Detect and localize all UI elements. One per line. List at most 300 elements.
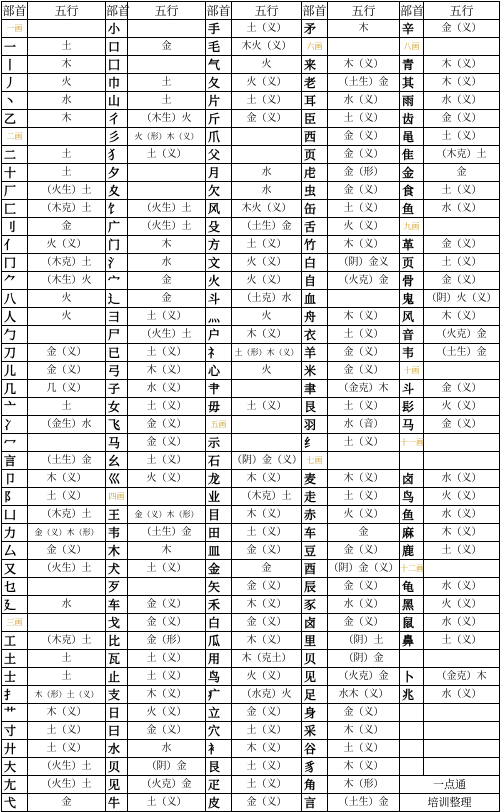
- radical-cell: 廴: [2, 596, 28, 614]
- element-cell: [232, 380, 302, 398]
- radical-cell: 臣: [302, 110, 328, 128]
- table-row: [2, 596, 500, 614]
- element-cell: 水（义）: [328, 596, 400, 614]
- element-cell: 水: [232, 182, 302, 200]
- table-row: [2, 110, 500, 128]
- element-cell: 金（义）: [328, 578, 400, 596]
- element-cell: （金克）木: [328, 380, 400, 398]
- element-cell: （火生）土: [128, 218, 206, 236]
- radical-cell: 欠: [206, 182, 232, 200]
- radical-cell: 金: [400, 164, 424, 182]
- element-cell: 土（义）: [128, 146, 206, 164]
- table-row: [2, 254, 500, 272]
- radical-cell: 风: [206, 200, 232, 218]
- radical-cell: 立: [206, 704, 232, 722]
- element-cell: 木（义）: [128, 362, 206, 380]
- element-cell: 金（义）: [424, 416, 500, 434]
- radical-cell: 兆: [400, 686, 424, 704]
- radical-cell: 辛: [400, 20, 424, 38]
- radical-cell: 彡: [106, 128, 128, 146]
- table-row: [2, 272, 500, 290]
- radical-cell: 十: [2, 164, 28, 182]
- radical-cell: 瓦: [106, 650, 128, 668]
- element-cell: （木生）火: [128, 110, 206, 128]
- radical-cell: 车: [302, 524, 328, 542]
- radical-cell: 韦: [106, 524, 128, 542]
- element-cell: 土（义）: [328, 488, 400, 506]
- radical-cell: 月: [206, 164, 232, 182]
- element-cell: （阴）土: [328, 632, 400, 650]
- element-cell: 金（义）: [28, 542, 106, 560]
- element-cell: （木克）土: [28, 506, 106, 524]
- element-cell: 水（音）: [328, 416, 400, 434]
- element-cell: 木（形）土（义）: [28, 686, 106, 704]
- radical-cell: 龙: [206, 470, 232, 488]
- element-cell: 土（义）: [128, 650, 206, 668]
- element-cell: 木: [128, 236, 206, 254]
- radical-cell: 里: [302, 632, 328, 650]
- radical-cell: 角: [302, 776, 328, 794]
- radical-cell: 牛: [106, 794, 128, 812]
- radical-cell: 火: [206, 272, 232, 290]
- element-cell: 金（义）: [232, 794, 302, 812]
- radical-cell: 石: [206, 452, 232, 470]
- element-cell: 金（义）: [328, 614, 400, 632]
- element-cell: [28, 20, 106, 38]
- table-row: [2, 632, 500, 650]
- table-row: [2, 164, 500, 182]
- element-cell: （阴）金: [128, 758, 206, 776]
- element-cell: 火（义）: [128, 470, 206, 488]
- element-cell: 木（义）: [28, 470, 106, 488]
- table-row: [2, 362, 500, 380]
- element-cell: 土（义）: [328, 200, 400, 218]
- element-cell: 木（义）: [328, 722, 400, 740]
- element-cell: （火生）土: [128, 200, 206, 218]
- stroke-count-label: 九画: [400, 218, 424, 236]
- radical-cell: 乜: [2, 578, 28, 596]
- radical-cell: 衣: [302, 326, 328, 344]
- header-radical: 部首: [2, 3, 27, 18]
- element-cell: [424, 722, 500, 740]
- radical-cell: 艮: [302, 398, 328, 416]
- radical-cell: 老: [302, 74, 328, 92]
- radical-cell: [400, 452, 424, 470]
- element-cell: 火（义）: [328, 218, 400, 236]
- element-cell: 金（义）: [232, 614, 302, 632]
- element-cell: 土: [28, 398, 106, 416]
- table-row: [2, 290, 500, 308]
- element-cell: （阴）金（义）: [328, 560, 400, 578]
- radical-cell: 尸: [106, 326, 128, 344]
- element-cell: （木生）火: [28, 272, 106, 290]
- element-cell: 金（义）: [328, 362, 400, 380]
- radical-cell: 殳: [206, 218, 232, 236]
- radical-cell: 马: [400, 416, 424, 434]
- element-cell: （火生）土: [28, 758, 106, 776]
- table-row: [2, 416, 500, 434]
- element-cell: 土: [28, 146, 106, 164]
- element-cell: （木克）土: [28, 254, 106, 272]
- element-cell: 木（义）: [424, 308, 500, 326]
- radical-cell: 麦: [302, 470, 328, 488]
- radical-cell: 宀: [106, 272, 128, 290]
- radical-cell: 米: [302, 362, 328, 380]
- table-row: [2, 740, 500, 758]
- radical-cell: 手: [206, 20, 232, 38]
- element-cell: 木（义）: [328, 56, 400, 74]
- stroke-count-label: 二画: [2, 128, 28, 146]
- radical-cell: 韦: [400, 344, 424, 362]
- table-row: [2, 668, 500, 686]
- element-cell: 木: [328, 20, 400, 38]
- element-cell: [328, 38, 400, 56]
- radical-cell: 鱼: [400, 506, 424, 524]
- radical-cell: 尢: [2, 776, 28, 794]
- element-cell: （火生）土: [28, 182, 106, 200]
- element-cell: 水（义）: [424, 614, 500, 632]
- element-cell: 木（义）: [328, 470, 400, 488]
- element-cell: 金: [28, 794, 106, 812]
- radical-cell: 囗: [106, 56, 128, 74]
- radical-cell: 女: [106, 398, 128, 416]
- element-cell: 火（形）木（义）: [128, 128, 206, 146]
- radical-cell: 豕: [302, 596, 328, 614]
- radical-cell: 羊: [302, 344, 328, 362]
- element-cell: （阴）金义: [328, 254, 400, 272]
- radical-cell: 土: [2, 650, 28, 668]
- radical-cell: 冖: [2, 434, 28, 452]
- radical-cell: 斗: [206, 290, 232, 308]
- stroke-count-label: 五画: [206, 416, 232, 434]
- radical-cell: 疒: [206, 686, 232, 704]
- radical-cell: 幺: [106, 452, 128, 470]
- table-row: [2, 470, 500, 488]
- element-cell: [328, 290, 400, 308]
- element-cell: 金（义）: [232, 542, 302, 560]
- stroke-count-label: 三画: [2, 614, 28, 632]
- table-row: [2, 182, 500, 200]
- header-element: 五行: [424, 2, 500, 20]
- radical-cell: 车: [106, 596, 128, 614]
- element-cell: 木: [28, 110, 106, 128]
- element-cell: 土（义）: [424, 254, 500, 272]
- element-cell: 金（义）: [28, 362, 106, 380]
- radical-cell: [400, 740, 424, 758]
- radical-cell: 示: [206, 434, 232, 452]
- radical-cell: 刂: [2, 218, 28, 236]
- element-cell: 金（义）: [28, 344, 106, 362]
- radical-cell: 革: [400, 236, 424, 254]
- radical-cell: 灬: [206, 308, 232, 326]
- header-radical: 部首: [106, 3, 131, 18]
- element-cell: （火克）金: [128, 776, 206, 794]
- radical-cell: 八: [2, 290, 28, 308]
- element-cell: 金（义）: [328, 344, 400, 362]
- element-cell: 火: [232, 308, 302, 326]
- radical-cell: 舌: [302, 218, 328, 236]
- radical-cell: 禾: [206, 596, 232, 614]
- radical-cell: 鬼: [400, 290, 424, 308]
- radical-cell: 纟: [302, 434, 328, 452]
- radical-cell: 肀: [206, 380, 232, 398]
- radical-cell: 气: [206, 56, 232, 74]
- element-cell: 木（义）: [232, 632, 302, 650]
- radical-cell: 飞: [106, 416, 128, 434]
- table-row: [2, 578, 500, 596]
- element-cell: 土（义）: [232, 92, 302, 110]
- element-cell: （木克）土: [232, 488, 302, 506]
- element-cell: 土（义）: [232, 524, 302, 542]
- radical-cell: 彐: [106, 308, 128, 326]
- radical-cell: 爪: [206, 128, 232, 146]
- radical-cell: ⺈: [2, 272, 28, 290]
- element-cell: 土（义）: [424, 128, 500, 146]
- element-cell: 水: [128, 740, 206, 758]
- table-row: [2, 524, 500, 542]
- radical-cell: 歹: [106, 578, 128, 596]
- element-cell: 金（义）: [128, 722, 206, 740]
- radical-cell: 又: [2, 560, 28, 578]
- element-cell: （火克）金: [328, 272, 400, 290]
- radical-cell: 寸: [2, 722, 28, 740]
- element-cell: 土（义）: [28, 740, 106, 758]
- radical-cell: [400, 650, 424, 668]
- element-cell: 金（义）: [328, 146, 400, 164]
- radical-cell: 丿: [2, 74, 28, 92]
- radical-cell: 白: [302, 254, 328, 272]
- radical-cell: 木: [106, 542, 128, 560]
- radical-cell: 赤: [302, 506, 328, 524]
- radical-cell: 龟: [400, 578, 424, 596]
- element-cell: [28, 578, 106, 596]
- table-row: [2, 650, 500, 668]
- element-cell: 土（义）: [424, 182, 500, 200]
- element-cell: 木（义）: [328, 758, 400, 776]
- stroke-count-label: 十二画: [400, 560, 424, 578]
- table-row: [2, 92, 500, 110]
- element-cell: [128, 20, 206, 38]
- element-cell: 金（义）: [328, 704, 400, 722]
- element-cell: 水（义）: [128, 380, 206, 398]
- element-cell: 木（义）: [128, 686, 206, 704]
- radical-cell: 卤: [400, 470, 424, 488]
- element-cell: 金（义）: [424, 380, 500, 398]
- element-cell: 水（义）: [424, 470, 500, 488]
- element-cell: （土生）金: [328, 74, 400, 92]
- radical-cell: 目: [206, 506, 232, 524]
- element-cell: [424, 434, 500, 452]
- footer-text: 一点通: [400, 776, 500, 794]
- element-cell: 土: [28, 164, 106, 182]
- element-cell: 金（义）: [128, 614, 206, 632]
- table-row: [2, 758, 500, 776]
- table-row: [2, 146, 500, 164]
- element-cell: 金（形）: [328, 164, 400, 182]
- radical-cell: 马: [106, 434, 128, 452]
- radical-cell: 口: [106, 38, 128, 56]
- stroke-count-label: 十画: [400, 362, 424, 380]
- radical-cell: 金: [206, 560, 232, 578]
- element-cell: 土: [28, 668, 106, 686]
- element-cell: 土（义）: [328, 740, 400, 758]
- radical-cell: 耳: [302, 92, 328, 110]
- table-row: [2, 200, 500, 218]
- radical-cell: 豸: [302, 758, 328, 776]
- element-cell: [232, 146, 302, 164]
- radical-cell: 比: [106, 632, 128, 650]
- radical-cell: 匚: [2, 200, 28, 218]
- stroke-count-label: 十一画: [400, 434, 424, 452]
- table-row: [2, 308, 500, 326]
- radical-cell: 巛: [106, 470, 128, 488]
- radical-cell: 儿: [2, 362, 28, 380]
- radical-cell: 丨: [2, 56, 28, 74]
- element-cell: 金（义）: [328, 128, 400, 146]
- element-cell: [424, 218, 500, 236]
- element-cell: 金（义）: [424, 20, 500, 38]
- element-cell: 火（义）: [232, 272, 302, 290]
- radical-cell: 豆: [302, 542, 328, 560]
- stroke-count-label: 八画: [400, 38, 424, 56]
- radical-cell: 王: [106, 506, 128, 524]
- element-cell: （土克）水: [232, 290, 302, 308]
- stroke-count-label: 七画: [302, 452, 328, 470]
- radical-cell: 丶: [2, 92, 28, 110]
- element-cell: 火（义）: [232, 254, 302, 272]
- table-row: [2, 380, 500, 398]
- radical-cell: 聿: [302, 380, 328, 398]
- element-cell: （土生）金: [328, 794, 400, 812]
- element-cell: 金（义）: [232, 578, 302, 596]
- element-cell: 土（义）: [328, 110, 400, 128]
- element-cell: 金（义）: [328, 182, 400, 200]
- radical-cell: 髟: [400, 398, 424, 416]
- element-cell: 金（义）: [424, 272, 500, 290]
- table-row: [2, 56, 500, 74]
- element-cell: 土（义）: [424, 542, 500, 560]
- element-cell: 火（义）: [28, 236, 106, 254]
- radical-cell: 卩: [2, 470, 28, 488]
- radical-cell: 山: [106, 92, 128, 110]
- radical-cell: 贝: [106, 758, 128, 776]
- table-row: [2, 506, 500, 524]
- radical-cell: 刀: [2, 344, 28, 362]
- element-cell: 土: [128, 92, 206, 110]
- table-row: [2, 794, 500, 812]
- radical-cell: 言: [302, 794, 328, 812]
- header-element: 五行: [232, 2, 302, 20]
- element-cell: 金: [128, 290, 206, 308]
- element-cell: 火（义）: [328, 506, 400, 524]
- element-cell: 火（义）: [232, 74, 302, 92]
- radical-cell: 二: [2, 146, 28, 164]
- radical-cell: 瓜: [206, 632, 232, 650]
- radical-cell: 方: [206, 236, 232, 254]
- radical-cell: 业: [206, 488, 232, 506]
- element-cell: 水（义）: [328, 92, 400, 110]
- radical-cell: 矢: [206, 578, 232, 596]
- radical-cell: 夂: [206, 74, 232, 92]
- radical-cell: 毛: [206, 38, 232, 56]
- element-cell: 土（义）: [232, 20, 302, 38]
- element-cell: 土（义）: [128, 452, 206, 470]
- table-row: [2, 542, 500, 560]
- element-cell: 土（义）: [128, 560, 206, 578]
- element-cell: 水（义）: [424, 578, 500, 596]
- element-cell: 火（义）: [424, 596, 500, 614]
- radical-cell: 士: [2, 668, 28, 686]
- element-cell: 水: [28, 92, 106, 110]
- radical-cell: 饣: [106, 200, 128, 218]
- element-cell: 火: [28, 74, 106, 92]
- element-cell: （土生）金: [128, 524, 206, 542]
- table-row: [2, 704, 500, 722]
- radical-cell: 已: [106, 344, 128, 362]
- element-cell: 金: [28, 218, 106, 236]
- radical-cell: 骨: [400, 272, 424, 290]
- element-cell: 木火（义）: [232, 200, 302, 218]
- radical-cell: 艹: [2, 704, 28, 722]
- radical-cell: 足: [302, 686, 328, 704]
- element-cell: 木（义）: [424, 74, 500, 92]
- element-cell: 火: [28, 290, 106, 308]
- element-cell: 土（义）: [28, 722, 106, 740]
- radical-cell: 斤: [206, 110, 232, 128]
- element-cell: （火克）金: [328, 668, 400, 686]
- element-cell: 土: [128, 74, 206, 92]
- element-cell: （土生）金: [28, 452, 106, 470]
- element-cell: 火（义）: [424, 398, 500, 416]
- radical-cell: 彳: [106, 110, 128, 128]
- element-cell: 土（义）: [128, 398, 206, 416]
- radical-cell: ⺅: [2, 236, 28, 254]
- radical-cell: 扌: [2, 686, 28, 704]
- radical-cell: 子: [106, 380, 128, 398]
- radical-cell: 片: [206, 92, 232, 110]
- element-cell: 土（形）木（义）: [232, 344, 302, 362]
- radical-cell: 斗: [400, 380, 424, 398]
- element-cell: 木（义）: [232, 596, 302, 614]
- radical-cell: 冫: [2, 416, 28, 434]
- element-cell: 火（义）: [128, 704, 206, 722]
- element-cell: 木（义）: [328, 308, 400, 326]
- element-cell: （金生）水: [28, 416, 106, 434]
- radical-cell: 一: [2, 38, 28, 56]
- element-cell: 火（义）: [424, 488, 500, 506]
- element-cell: 金: [128, 272, 206, 290]
- radical-cell: 言: [2, 452, 28, 470]
- radical-cell: 虍: [302, 164, 328, 182]
- radical-cell: 走: [302, 488, 328, 506]
- element-cell: [424, 650, 500, 668]
- element-cell: （阴）金（义）: [232, 452, 302, 470]
- element-cell: [28, 326, 106, 344]
- element-cell: 木（义）: [328, 236, 400, 254]
- radical-cell: 卤: [302, 614, 328, 632]
- element-cell: （土生）金: [424, 344, 500, 362]
- radical-cell: 亠: [2, 398, 28, 416]
- radical-cell: [400, 758, 424, 776]
- element-cell: 金: [328, 524, 400, 542]
- element-cell: 金（义）: [232, 110, 302, 128]
- stroke-count-label: 四画: [106, 488, 128, 506]
- radical-cell: 辰: [302, 578, 328, 596]
- element-cell: [424, 560, 500, 578]
- element-cell: [28, 434, 106, 452]
- radical-cell: 自: [302, 272, 328, 290]
- radical-cell: 夊: [106, 182, 128, 200]
